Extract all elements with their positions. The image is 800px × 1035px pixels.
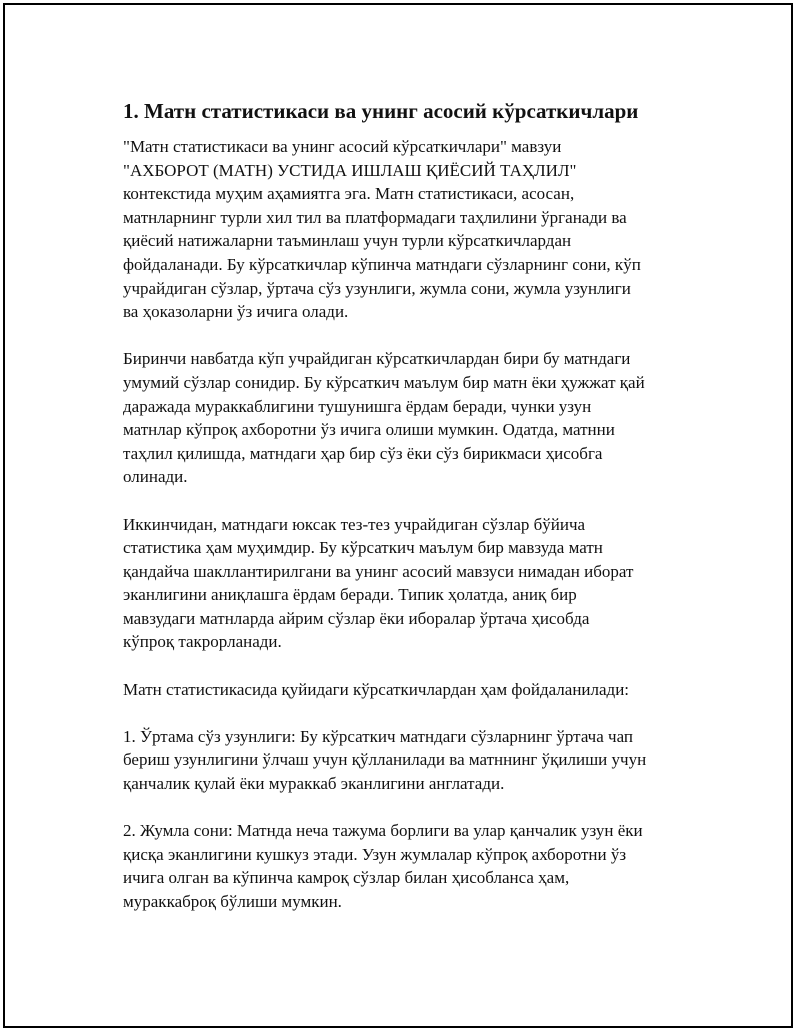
paragraph-1 [123,135,703,324]
text-line: матнлар кўпроқ ахборотни ўз ичига олиши мумкин. Одатда, матнни [123,420,615,440]
text-line: таҳлил қилишда, матндаги ҳар бир сўз ёки сўз бирикмаси ҳисобга [123,443,603,463]
text-line: статистика ҳам муҳимдир. Бу кўрсаткич маълум бир мавзуда матн [123,538,603,558]
paragraph-6 [123,819,703,913]
paragraph-3 [123,513,703,655]
text-line: "Матн статистикаси ва унинг асосий кўрсаткичлари" мавзуи [123,137,562,156]
text-line: мураккаброқ бўлиши мумкин. [123,892,342,911]
text-line: фойдаланади. Бу кўрсаткичлар кўпинча матндаги сўзларнинг сони, кўп [123,254,641,274]
page-frame [3,3,793,1028]
text-line: қанчалик қулай ёки мураккаб эканлигини англатади. [123,774,505,794]
text-line: умумий сўзлар сонидир. Бу кўрсаткич маълум бир матн ёки ҳужжат қай [123,372,645,392]
text-line: 1. Ўртама сўз узунлиги: Бу кўрсаткич матндаги сўзларнинг ўртача чап [123,726,633,746]
document-body [123,97,703,937]
text-line: матнларнинг турли хил тил ва платформадаги таҳлилини ўрганади ва [123,207,627,227]
paragraph-4 [123,678,703,702]
text-line: учрайдиган сўзлар, ўртача сўз узунлиги, жумла сони, жумла узунлиги [123,278,631,298]
paragraph-5 [123,725,703,796]
text-line: "АХБОРОТ (МАТН) УСТИДА ИШЛАШ ҚИЁСИЙ ТАҲЛИЛ" [123,160,577,180]
document-title: 1. Матн статистикаси ва унинг асосий кўрсаткичлари [123,99,639,123]
text-line: олинади. [123,467,188,487]
text-line: мавзудаги матнларда айрим сўзлар ёки иборалар ўртача ҳисобда [123,608,590,628]
text-line: контекстида муҳим аҳамиятга эга. Матн статистикаси, асосан, [123,184,575,204]
text-line: 2. Жумла сони: Матнда неча тажума борлиги ва улар қанчалик узун ёки [123,821,643,841]
text-line: бериш узунлигини ўлчаш учун қўлланилади ва матннинг ўқилиши учун [123,750,647,770]
text-line: Матн статистикасида қуйидаги кўрсаткичлардан ҳам фойдаланилади: [123,679,630,699]
text-line: Биринчи навбатда кўп учрайдиган кўрсаткичлардан бири бу матндаги [123,349,631,369]
text-line: ичига олган ва кўпинча камроқ сўзлар билан ҳисобланса ҳам, [123,868,570,888]
text-line: ва ҳоказоларни ўз ичига олади. [123,302,349,322]
text-line: қандайча шакллантирилгани ва унинг асосий мавзуси нимадан иборат [123,561,634,581]
text-line: кўпроқ такрорланади. [123,632,282,652]
text-line: Иккинчидан, матндаги юксак тез-тез учрайдиган сўзлар бўйича [123,514,586,534]
text-line: қисқа эканлигини кушкуз этади. Узун жумлалар кўпроқ ахборотни ўз [123,844,627,864]
text-line: эканлигини аниқлашга ёрдам беради. Типик ҳолатда, аниқ бир [123,585,577,605]
paragraph-2 [123,347,703,489]
text-line: қиёсий натижаларни таъминлаш учун турли кўрсаткичлардан [123,231,572,251]
text-line: даражада мураккаблигини тушунишга ёрдам беради, чунки узун [123,396,592,416]
